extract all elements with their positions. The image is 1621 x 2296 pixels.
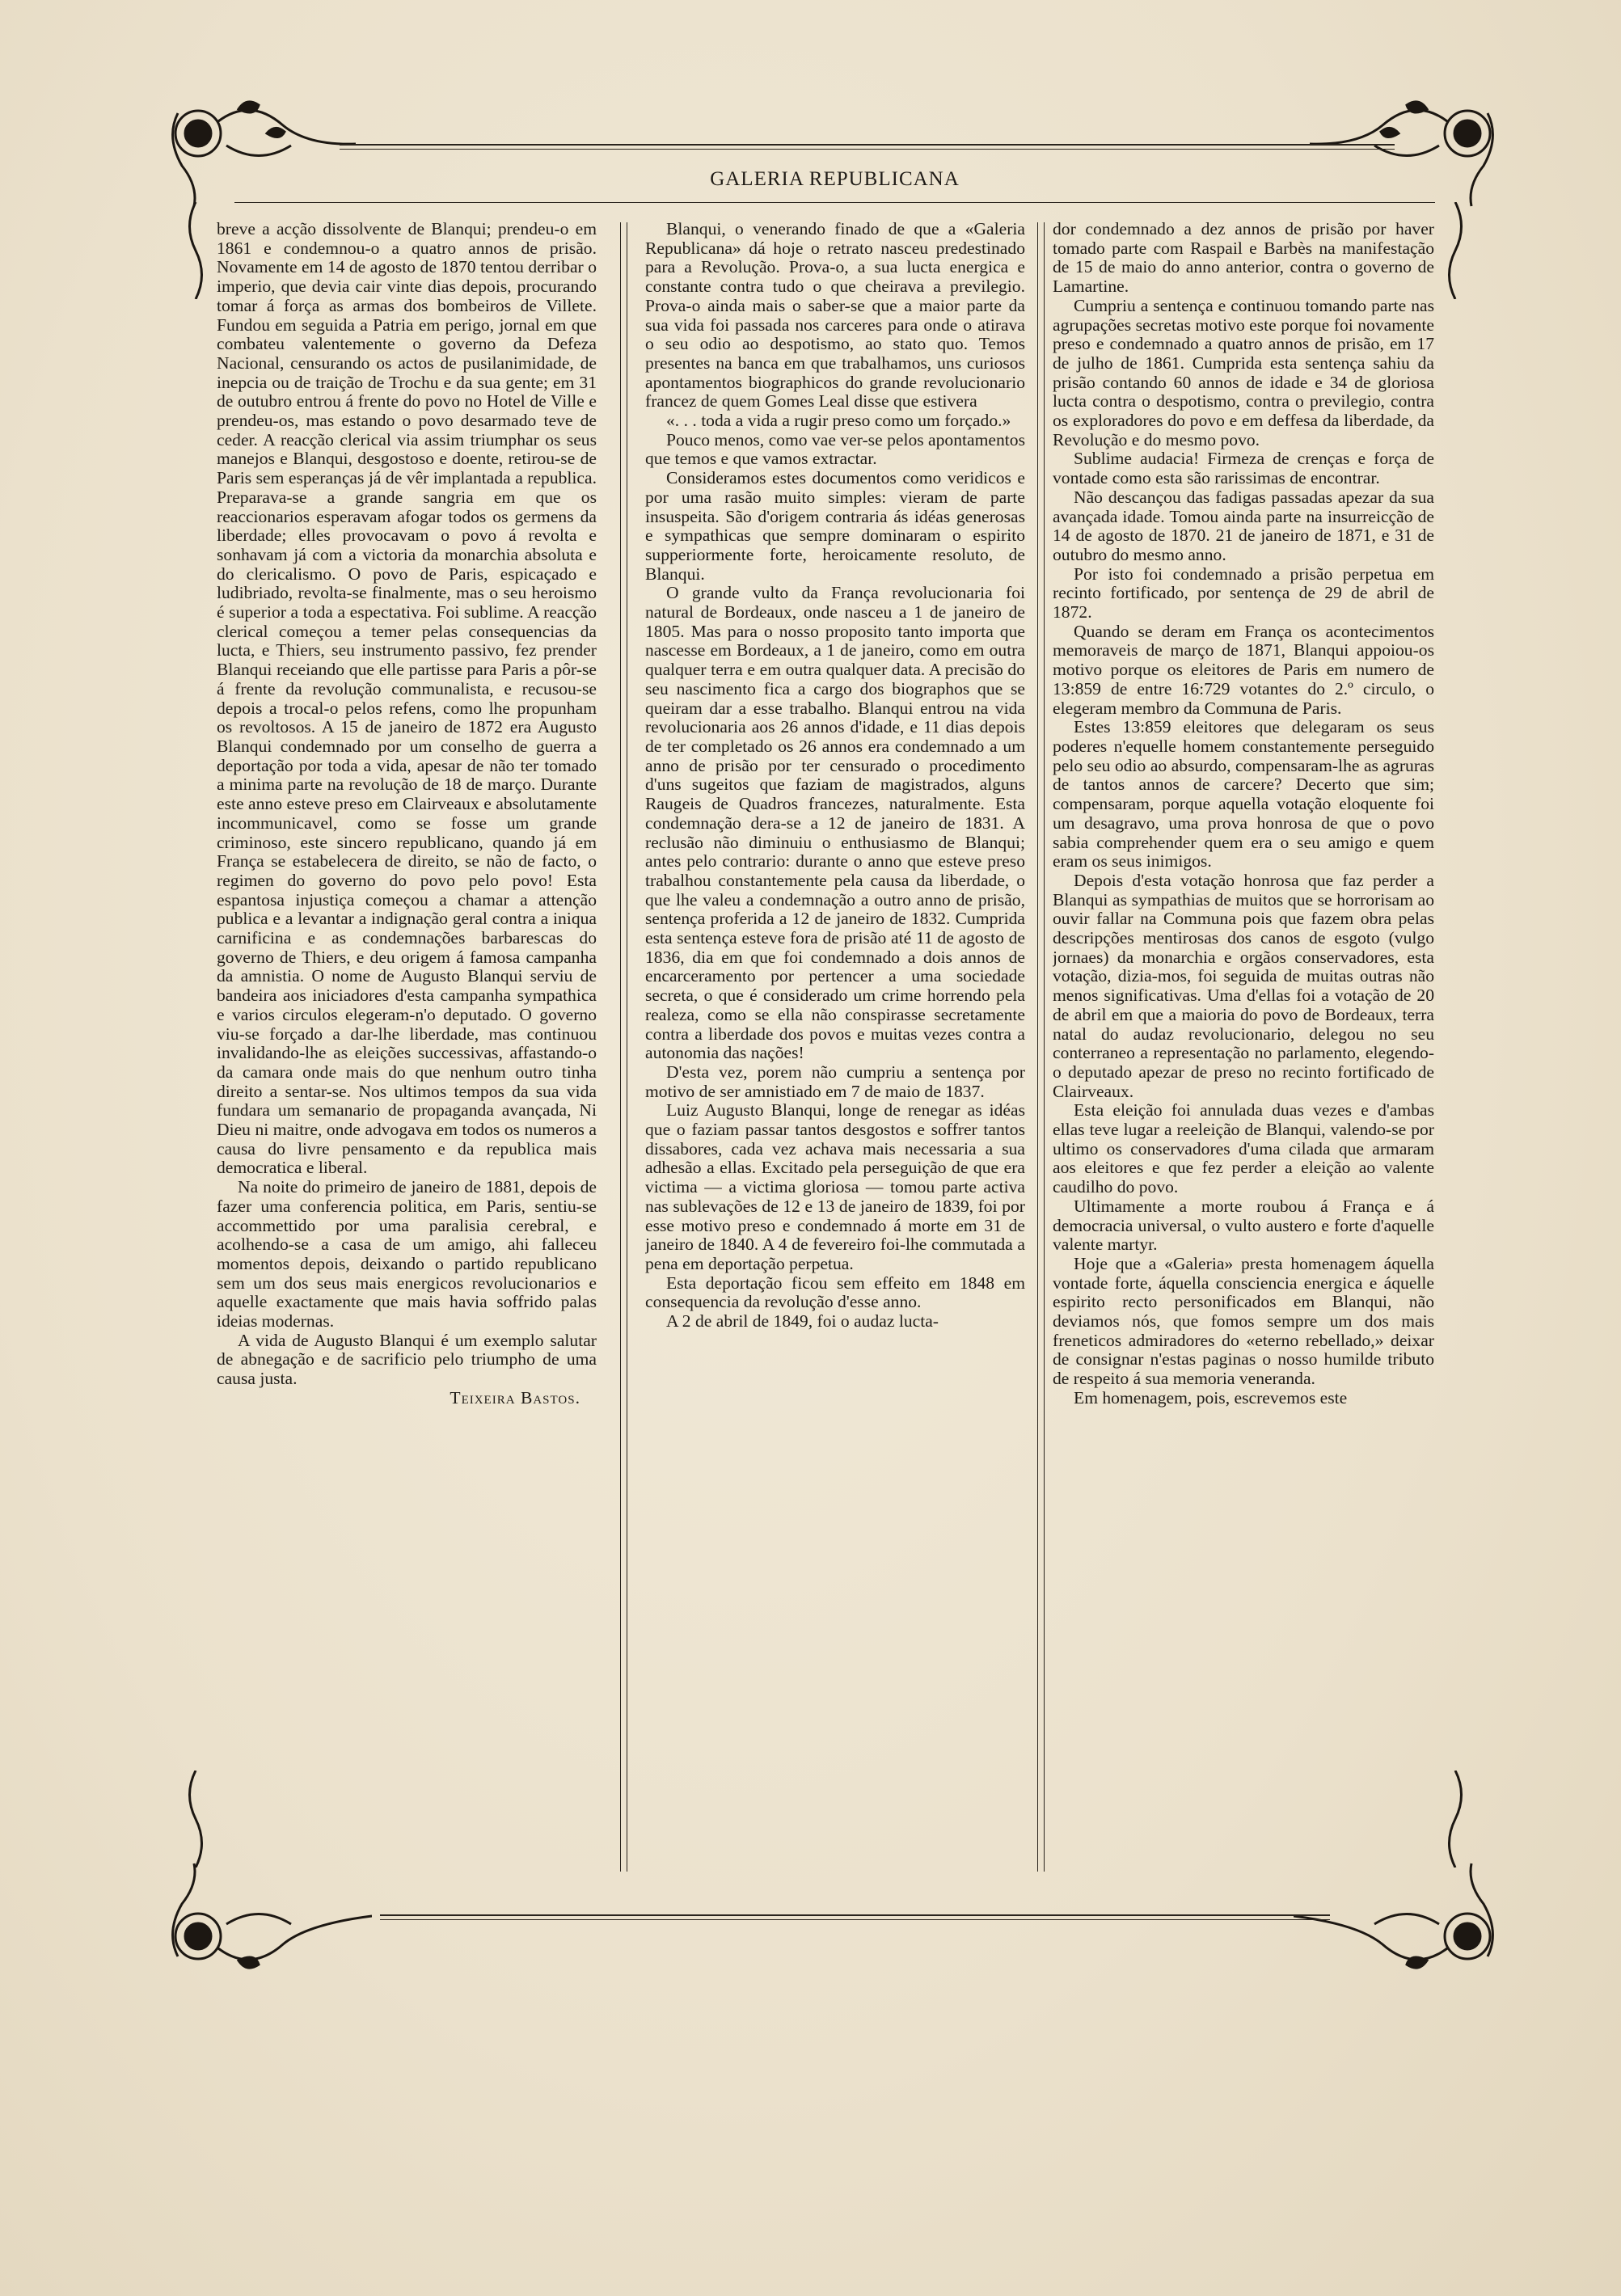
paragraph: D'esta vez, porem não cumpriu a sentença por motivo de ser amnistiado em 7 de maio de 1837.	[645, 1061, 1025, 1101]
paragraph: Em homenagem, pois, escrevemos este	[1074, 1387, 1348, 1408]
scroll-ornament-icon	[1439, 1771, 1471, 1868]
text-column-2	[645, 220, 1025, 1885]
paragraph: Depois d'esta votação honrosa que faz perder a Blanqui as sympathias de muitos que se horrorisam ao ouvir fallar na Communa pois que fazem obra pelas descripções mentirosas dos canos de esgoto (vulgo jornaes) da monarchia e orgãos conservadores, esta votação, dizia-mos, foi seguida de muitas outras não menos significativas. Uma d'ellas foi a votação de 20 de abril em que a maioria do povo de Bordeaux, terra natal do audaz revolucionario, delegou no seu conterraneo a representação no parlamento, elegendo-o deputado apezar de preso no recinto fortificado de Clairveaux.	[1053, 870, 1434, 1101]
paragraph: dor condemnado a dez annos de prisão por haver tomado parte com Raspail e Barbès na manifestação de 15 de maio do anno anterior, contra o governo de Lamartine.	[1053, 220, 1434, 297]
text-column-1	[217, 220, 597, 1885]
paragraph: Cumpriu a sentença e continuou tomando parte nas agrupações secretas motivo este porque foi novamente preso e condemnado a quatro annos de prisão, em 17 de julho de 1861. Cumprida esta sentença sahiu da prisão contando 60 annos de idade e 34 de gloriosa lucta contra o despotismo, contra o previlegio, contra os exploradores do povo e em deffesa da liberdade, da Revolução e do mesmo povo.	[1053, 295, 1434, 449]
header-rule	[234, 202, 1435, 203]
scroll-ornament-icon	[179, 202, 212, 299]
top-rule	[340, 149, 1395, 150]
paragraph: Sublime audacia! Firmeza de crenças e força de vontade como esta são rarissimas de encontrar.	[1053, 449, 1434, 488]
paragraph: Estes 13:859 eleitores que delegaram os seus poderes n'equelle homem constantemente perseguido pelo seu odio ao absurdo, compensaram-lhe as agruras de tantos annos de carcere? Decerto que sim; compensaram, porque aquella votação eloquente foi um desagravo, uma prova honrosa de que o povo sabia comprehender quem era o seu amigo e quem eram os seus inimigos.	[1053, 717, 1434, 872]
paragraph: «. . . toda a vida a rugir preso como um forçado.»	[666, 411, 1011, 431]
paragraph: Hoje que a «Galeria» presta homenagem áquella vontade forte, áquella consciencia energica e áquelle espirito recto personificados em Blanqui, não deviamos nós, que fomos sempre um dos mais freneticos admiradores do «eterno rebellado,» deixar de consignar n'estas paginas o nosso humilde tributo de respeito á sua memoria veneranda.	[1053, 1253, 1434, 1389]
paragraph: Luiz Augusto Blanqui, longe de renegar as idéas que o faziam passar tantos desgostos e soffrer tantos dissabores, cada vez achava mais necessaria a sua adhesão a ellas. Excitado pela perseguição de que era victima — a victima gloriosa — tomou parte activa nas sublevações de 12 e 13 de janeiro de 1839, foi por esse motivo preso e condemnado á morte em 31 de janeiro de 1840. A 4 de fevereiro foi-lhe commutada a pena em deportação perpetua.	[645, 1100, 1025, 1273]
bottom-rule	[380, 1919, 1330, 1920]
page-header-title: GALERIA REPUBLICANA	[710, 168, 960, 190]
column-separator	[1037, 222, 1045, 1872]
paragraph: A vida de Augusto Blanqui é um exemplo salutar de abnegação e de sacrificio pelo triumpho de uma causa justa.	[217, 1330, 597, 1389]
paragraph: Esta eleição foi annulada duas vezes e d'ambas ellas teve lugar a reeleição de Blanqui, valendo-se por ultimo os conservadores d'uma cilada que armaram aos eleitores e que fez perder a eleição ao valente caudilho do povo.	[1053, 1100, 1434, 1197]
top-rule	[340, 144, 1395, 146]
column-separator	[620, 222, 627, 1872]
paragraph: Blanqui, o venerando finado de que a «Galeria Republicana» dá hoje o retrato nasceu predestinado para a Revolução. Prova-o, a sua lucta energica e constante contra tudo o que cheirava a previlegio. Prova-o ainda mais o saber-se que a maior parte da sua vida foi passada nos carceres para onde o atirava o seu odio ao despotismo, ao stato quo. Temos presentes na banca em que trabalhamos, uns curiosos apontamentos biographicos do grande revolucionario francez de quem Gomes Leal disse que estivera	[645, 220, 1025, 412]
bottom-rule	[380, 1914, 1330, 1916]
paragraph: Quando se deram em França os acontecimentos memoraveis de março de 1871, Blanqui appoiou-os motivo porque os eleitores de Paris em numero de 13:859 de entre 16:729 votantes do 2.º circulo, o elegeram membro da Communa de Paris.	[1053, 621, 1434, 718]
paragraph: Não descançou das fadigas passadas apezar da sua avançada idade. Tomou ainda parte na insurreicção de 14 de agosto de 1870. 21 de janeiro de 1871, e 31 de outubro do mesmo anno.	[1053, 487, 1434, 564]
paragraph: Consideramos estes documentos como veridicos e por uma rasão muito simples: vieram de parte insuspeita. São d'origem contraria ás idéas generosas e sympathicas que sempre dominaram o espirito supperiormente forte, heroicamente resoluto, de Blanqui.	[645, 468, 1025, 584]
paragraph: Na noite do primeiro de janeiro de 1881, depois de fazer uma conferencia politica, em Paris, sentiu-se accommettido por uma paralisia cerebral, e acolhendo-se a casa de um amigo, ahi falleceu momentos depois, deixando o partido republicano sem um dos seus mais energicos revolucionarios e aquelle exactamente que mais havia soffrido palas ideias modernas.	[217, 1177, 597, 1332]
paragraph: O grande vulto da França revolucionaria foi natural de Bordeaux, onde nasceu a 1 de janeiro de 1805. Mas para o nosso proposito tanto importa que nascesse em Bordeaux, a 1 de janeiro, como em outra qualquer terra e em outra qualquer data. A precisão do seu nascimento fica a cargo dos biographos que se queiram dar a esse trabalho. Blanqui entrou na vida revolucionaria aos 26 annos d'idade, e 11 dias depois de ter completado os 26 annos era condemnado a um anno de prisão por ter censurado o procedimento d'uns sugeitos que faziam de magistrados, alguns Raugeis de Quadros francezes, naturalmente. Esta condemnação dera-se a 12 de janeiro de 1831. A reclusão não diminuiu o enthusiasmo de Blanqui; antes pelo contrario: durante o anno que esteve preso trabalhou constantemente pela causa da liberdade, o que lhe valeu a condemnação a outro anno de prisão, sentença proferida a 12 de janeiro de 1832. Cumprida esta sentença esteve fora de prisão até 11 de agosto de 1836, dia em que foi condemnado a dois annos de encarceramento por pertencer a uma sociedade secreta, o que é considerado um crime horrendo pela realeza, como se ella não conspirasse secretamente contra a liberdade dos povos e muitas vezes contra a autonomia das nações!	[645, 583, 1025, 1063]
paragraph: Pouco menos, como vae ver-se pelos apontamentos que temos e que vamos extractar.	[645, 429, 1025, 469]
scroll-ornament-icon	[1439, 202, 1471, 299]
author-signature: Teixeira Bastos.	[450, 1387, 580, 1408]
paragraph: Esta deportação ficou sem effeito em 1848 em consequencia da revolução d'esse anno.	[645, 1273, 1025, 1312]
paragraph: Ultimamente a morte roubou á França e á democracia universal, o vulto austero e forte d'aquelle valente martyr.	[1053, 1196, 1434, 1255]
paragraph: A 2 de abril de 1849, foi o audaz lucta-	[666, 1311, 939, 1332]
paragraph: Por isto foi condemnado a prisão perpetua em recinto fortificado, por sentença de 29 de abril de 1872.	[1053, 563, 1434, 623]
text-column-3	[1053, 220, 1434, 1885]
paragraph: breve a acção dissolvente de Blanqui; prendeu-o em 1861 e condemnou-o a quatro annos de prisão. Novamente em 14 de agosto de 1870 tentou derribar o imperio, que devia cair vinte dias depois, procurando tomar á força as armas dos bombeiros de Villete. Fundou em seguida a Patria em perigo, jornal em que combateu valentemente o governo da Defeza Nacional, censurando os actos de pusilanimidade, de inepcia ou de traição de Trochu e da sua gente; em 31 de outubro entrou á frente do povo no Hotel de Ville e prendeu-os, mas estando o povo desarmado teve de ceder. A reacção clerical via assim triumphar os seus manejos e Blanqui, desgostoso e doente, retirou-se de Paris sem esperanças já de vêr implantada a republica. Preparava-se a grande sangria em que os reaccionarios esperavam afogar todos os germens da liberdade; elles provocavam o povo á revolta e sonhavam já com a victoria da monarchia absoluta e do clericalismo. O povo de Paris, espicaçado e ludibriado, revolta-se finalmente, mas o seu heroismo é superior a toda a espectativa. Foi sublime. A reacção clerical começou a temer pelas consequencias da lucta, e Thiers, seu instrumento passivo, fez prender Blanqui receiando que elle partisse para Paris a pôr-se á frente da revolução communalista, e recusou-se depois a trocal-o pelos refens, como lhe propunham os revoltosos. A 15 de janeiro de 1872 era Augusto Blanqui condemnado por um conselho de guerra a deportação por toda a vida, apesar de não ter tomado a minima parte na revolução de 18 de março. Durante este anno esteve preso em Clairveaux e absolutamente incommunicavel, como se fosse um grande criminoso, este sincero republicano, quando já em França se estabelecera de direito, se não de facto, o regimen do governo do povo pelo povo! Esta espantosa injustiça começou a chamar a attenção publica e a levantar a indignação geral contra a iniqua carnificina e as condemnações barbarescas do governo de Thiers, e deu origem á famosa campanha da amnistia. O nome de Augusto Blanqui serviu de bandeira aos iniciadores d'esta campanha sympathica e varios circulos elegeram-n'o deputado. O governo viu-se forçado a dar-lhe liberdade, mas continuou invalidando-lhe as eleições successivas, affastando-o da camara onde mais do que nenhum outro tinha direito a sentar-se. Nos ultimos tempos da sua vida fundara um semanario de propaganda avançada, Ni Dieu ni maitre, onde advogava em todos os numeros a causa do livre pensamento e da republica mais democratica e liberal.	[217, 220, 597, 1178]
scroll-ornament-icon	[179, 1771, 212, 1868]
